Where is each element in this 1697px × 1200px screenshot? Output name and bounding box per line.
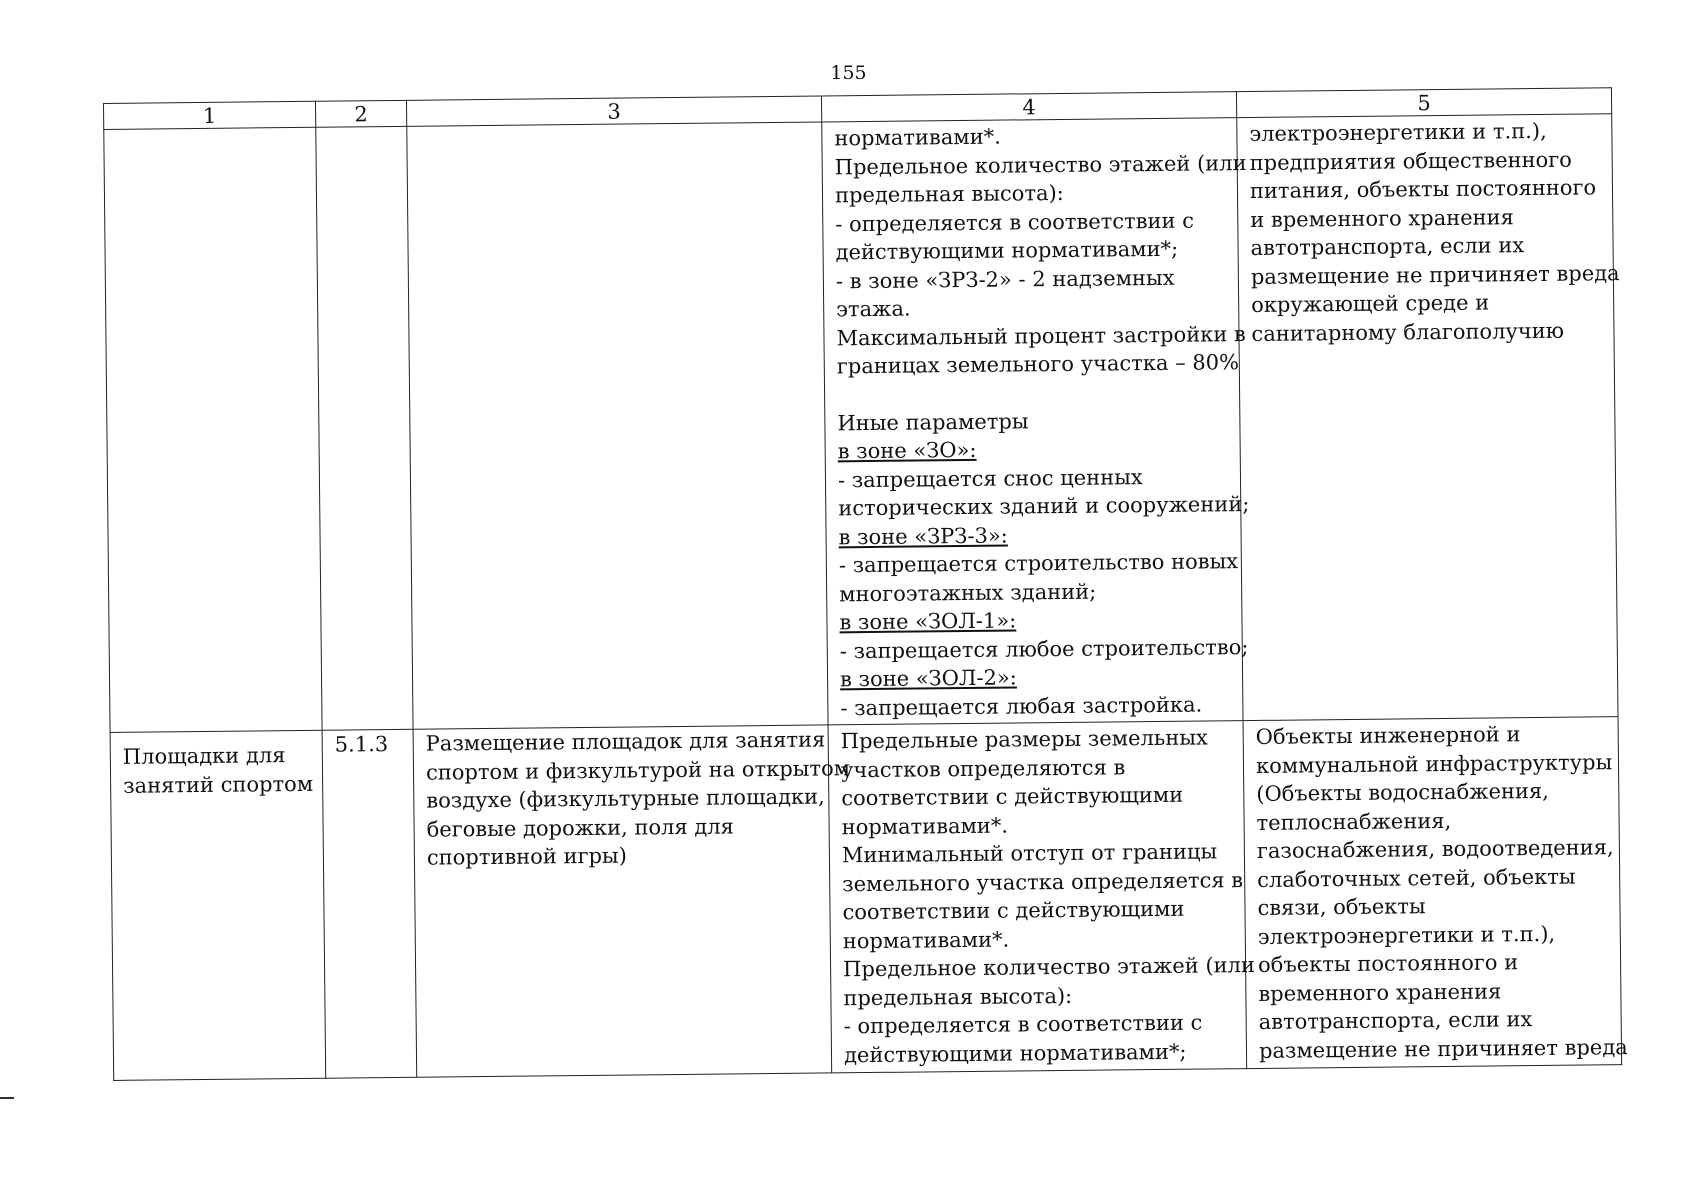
text-line: размещение не причиняет вреда	[1258, 1034, 1628, 1063]
text-line: - запрещается любая застройка.	[840, 692, 1203, 720]
text-line: Предельное количество этажей (или	[834, 150, 1247, 179]
text-line: - определяется в соответствии с	[835, 208, 1195, 236]
text-line: Размещение площадок для занятия	[425, 727, 826, 756]
text-line: исторических зданий и сооружений;	[838, 492, 1250, 521]
text-line: спортом и физкультурой на открытом	[425, 755, 851, 785]
text-line: нормативами*.	[841, 813, 1009, 839]
cell-use-code	[316, 126, 413, 730]
blank-line	[837, 377, 1227, 409]
text-line: автотранспорта, если их	[1258, 1007, 1533, 1034]
text-line: размещение не причиняет вреда	[1250, 260, 1620, 289]
text-line: Предельное количество этажей (или	[842, 952, 1256, 982]
text-line: связи, объекты	[1257, 894, 1426, 920]
text-line: беговые дорожки, поля для	[426, 813, 734, 842]
text-line: окружающей среде и	[1251, 290, 1490, 317]
text-line: электроэнергетики и т.п.),	[1257, 921, 1556, 949]
text-line: - запрещается снос ценных	[837, 464, 1143, 492]
text-line: предельная высота):	[834, 180, 1064, 208]
cell-auxiliary-uses	[1243, 717, 1628, 1069]
text-line: 5.1.3	[334, 732, 389, 757]
text-line: временного хранения	[1258, 978, 1502, 1006]
text-line: нормативами*.	[842, 927, 1010, 953]
text-line: слаботочных сетей, объекты	[1257, 864, 1576, 892]
zone-heading: в зоне «ЗО»:	[837, 437, 977, 464]
text-line: границах земельного участка – 80%	[836, 350, 1240, 379]
cell-auxiliary-uses	[1237, 114, 1618, 721]
margin-mark	[0, 1097, 14, 1099]
cell-use-name	[104, 127, 322, 732]
text-line: - в зоне «ЗРЗ-2» - 2 надземных	[835, 265, 1175, 293]
cell-parameters	[822, 118, 1250, 725]
text-line: Площадки для	[122, 743, 286, 769]
table-row	[110, 717, 1622, 1081]
table-row	[104, 114, 1618, 733]
text-line: этажа.	[836, 296, 911, 322]
text-line: - запрещается строительство новых	[838, 549, 1239, 578]
column-header-3: 3	[406, 96, 821, 126]
text-line: объекты постоянного и	[1257, 950, 1519, 977]
cell-use-description	[407, 122, 828, 729]
text-line: занятий спортом	[123, 771, 314, 798]
column-header-2: 2	[315, 100, 406, 127]
text-line: многоэтажных зданий;	[839, 579, 1097, 606]
text-line: теплоснабжения,	[1256, 808, 1452, 835]
zoning-table	[103, 87, 1628, 1081]
text-line: Предельные размеры земельных	[840, 725, 1208, 754]
zone-heading: в зоне «ЗОЛ-2»:	[839, 665, 1017, 692]
text-line: газоснабжения, водоотведения,	[1256, 835, 1614, 863]
text-line: и временного хранения	[1250, 204, 1514, 232]
cell-parameters	[828, 721, 1256, 1073]
text-line: спортивной игры)	[426, 843, 627, 870]
text-line: нормативами*.	[834, 124, 1001, 151]
column-header-4: 4	[821, 92, 1236, 122]
text-line: коммунальной инфраструктуры	[1255, 749, 1613, 778]
text-line: Минимальный отступ от границы	[841, 839, 1218, 868]
text-line: соответствии с действующими	[841, 782, 1184, 811]
column-header-1: 1	[104, 101, 316, 129]
page-number: 155	[830, 62, 867, 84]
cell-use-name	[110, 730, 326, 1080]
text-line: автотранспорта, если их	[1250, 233, 1525, 260]
text-line: действующими нормативами*;	[835, 236, 1179, 265]
text-line: предельная высота):	[843, 983, 1073, 1010]
text-line: соответствии с действующими	[842, 896, 1185, 925]
text-line: земельного участка определяется в	[842, 867, 1244, 896]
text-line: участков определяются в	[840, 754, 1126, 782]
cell-use-description	[413, 725, 851, 1077]
text-line: действующими нормативами*;	[843, 1039, 1187, 1067]
text-line: электроэнергетики и т.п.),	[1249, 118, 1547, 146]
column-header-5: 5	[1236, 88, 1611, 118]
text-line: - определяется в соответствии с	[843, 1010, 1203, 1039]
document-sheet	[103, 87, 1628, 1081]
text-line: санитарному благополучию	[1251, 318, 1565, 346]
zone-heading: в зоне «ЗОЛ-1»:	[839, 608, 1017, 635]
text-line: Иные параметры	[837, 408, 1029, 435]
cell-use-code	[322, 729, 417, 1078]
zone-heading: в зоне «ЗРЗ-3»:	[838, 523, 1008, 549]
text-line: Максимальный процент застройки в	[836, 321, 1246, 350]
text-line: - запрещается любое строительство;	[839, 634, 1249, 663]
text-line: воздухе (физкультурные площадки,	[426, 784, 825, 813]
text-line: Объекты инженерной и	[1255, 722, 1521, 749]
text-line: (Объекты водоснабжения,	[1256, 778, 1550, 806]
text-line: питания, объекты постоянного	[1249, 175, 1597, 203]
text-line: предприятия общественного	[1249, 147, 1572, 175]
